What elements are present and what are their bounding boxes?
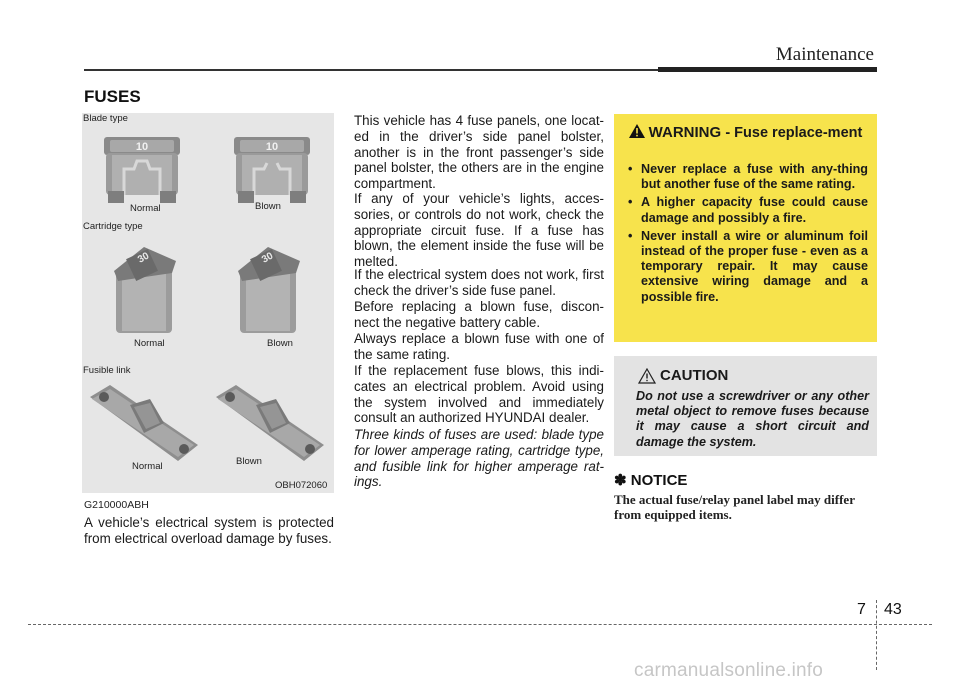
chapter-number: 7 bbox=[857, 601, 866, 618]
warning-icon bbox=[629, 124, 645, 138]
cartridge-normal-label: Normal bbox=[134, 338, 165, 349]
blade-fuse-blown-illustration bbox=[232, 133, 312, 205]
caution-box bbox=[614, 356, 877, 456]
blade-type-label: Blade type bbox=[83, 113, 128, 124]
caution-icon bbox=[638, 368, 656, 384]
figure-code: OBH072060 bbox=[275, 480, 328, 491]
watermark: carmanualsonline.info bbox=[634, 660, 824, 681]
warning-item bbox=[628, 162, 868, 192]
left-paragraph: A vehicle’s electrical system is protected from electrical overload damage by fuses. bbox=[84, 515, 334, 546]
warning-bullet: • bbox=[628, 195, 633, 210]
cartridge-fuse-blown-illustration bbox=[234, 241, 304, 337]
fusible-blown-label: Blown bbox=[236, 456, 262, 467]
warning-item bbox=[628, 195, 868, 225]
fusible-normal-label: Normal bbox=[132, 461, 163, 472]
blade-normal-label: Normal bbox=[130, 203, 161, 214]
cartridge-fuse-normal-illustration bbox=[110, 241, 180, 337]
footer-divider bbox=[876, 600, 877, 670]
header-title: Maintenance bbox=[775, 44, 874, 65]
fusible-link-blown-illustration bbox=[212, 379, 332, 469]
notice-text: The actual fuse/relay panel label may differ from equipped items. bbox=[614, 492, 855, 523]
middle-paragraph-4: Before replacing a blown fuse, discon-nect the negative battery cable. bbox=[354, 299, 604, 330]
warning-box bbox=[614, 114, 877, 342]
caution-text: Do not use a screwdriver or any other metal object to remove fuses because it may cause a short circuit and damage the system. bbox=[636, 389, 869, 449]
fusible-link-label: Fusible link bbox=[83, 365, 131, 376]
blade-fuse-normal-illustration bbox=[102, 133, 182, 205]
cartridge-blown-label: Blown bbox=[267, 338, 293, 349]
fuse-figure bbox=[82, 113, 334, 493]
section-title: FUSES bbox=[84, 87, 141, 106]
middle-paragraph-5: Always replace a blown fuse with one of the same rating. bbox=[354, 331, 604, 362]
middle-paragraph-1: This vehicle has 4 fuse panels, one locat-ed in the driver’s side panel bolster, another is in the front passenger’s side panel bolster, the others are in the engine compartment. bbox=[354, 113, 604, 192]
warning-subtitle: - Fuse replace-ment bbox=[725, 125, 863, 141]
blade-normal-rating: 10 bbox=[135, 141, 149, 153]
middle-paragraph-2: If any of your vehicle’s lights, acces-sories, or controls do not work, check the appropriate circuit fuse. If a fuse has blown, the element inside the fuse will be melted. bbox=[354, 191, 604, 270]
warning-bullet: • bbox=[628, 228, 633, 243]
warning-bullet: • bbox=[628, 162, 633, 176]
warning-item-text: Never install a wire or aluminum foil instead of the proper fuse - even as a temporary repair. It may cause extensive wiring damage and a possible fire. bbox=[641, 228, 868, 304]
header-rule-accent bbox=[658, 67, 877, 72]
warning-item bbox=[628, 229, 868, 305]
footer-rule bbox=[28, 624, 932, 625]
fusible-link-normal-illustration bbox=[86, 379, 206, 469]
cartridge-blown-rating: 30 bbox=[260, 250, 276, 266]
document-code: G210000ABH bbox=[84, 499, 149, 511]
warning-item-text: Never replace a fuse with any-thing but another fuse of the same rating. bbox=[641, 162, 868, 192]
middle-paragraph-3: If the electrical system does not work, first check the driver’s side fuse panel. bbox=[354, 267, 604, 298]
middle-paragraph-6: If the replacement fuse blows, this indi-cates an electrical problem. Avoid using the system involved and immediately consult an authorized HYUNDAI dealer. bbox=[354, 363, 604, 426]
caution-title: CAUTION bbox=[660, 367, 729, 384]
notice-title: ✽ NOTICE bbox=[614, 472, 688, 489]
warning-list bbox=[628, 162, 868, 308]
warning-title: WARNING bbox=[648, 124, 722, 141]
page-number: 43 bbox=[884, 601, 902, 618]
blade-blown-label: Blown bbox=[255, 201, 281, 212]
cartridge-type-label: Cartridge type bbox=[83, 221, 143, 232]
middle-paragraph-7: Three kinds of fuses are used: blade type for lower amperage rating, cartridge type, and fusible link for higher amperage rat-ings. bbox=[354, 427, 604, 490]
warning-heading bbox=[614, 124, 877, 142]
warning-item-text: A higher capacity fuse could cause damage and possibly a fire. bbox=[641, 195, 868, 225]
blade-blown-rating: 10 bbox=[265, 141, 279, 153]
cartridge-normal-rating: 30 bbox=[136, 250, 152, 266]
